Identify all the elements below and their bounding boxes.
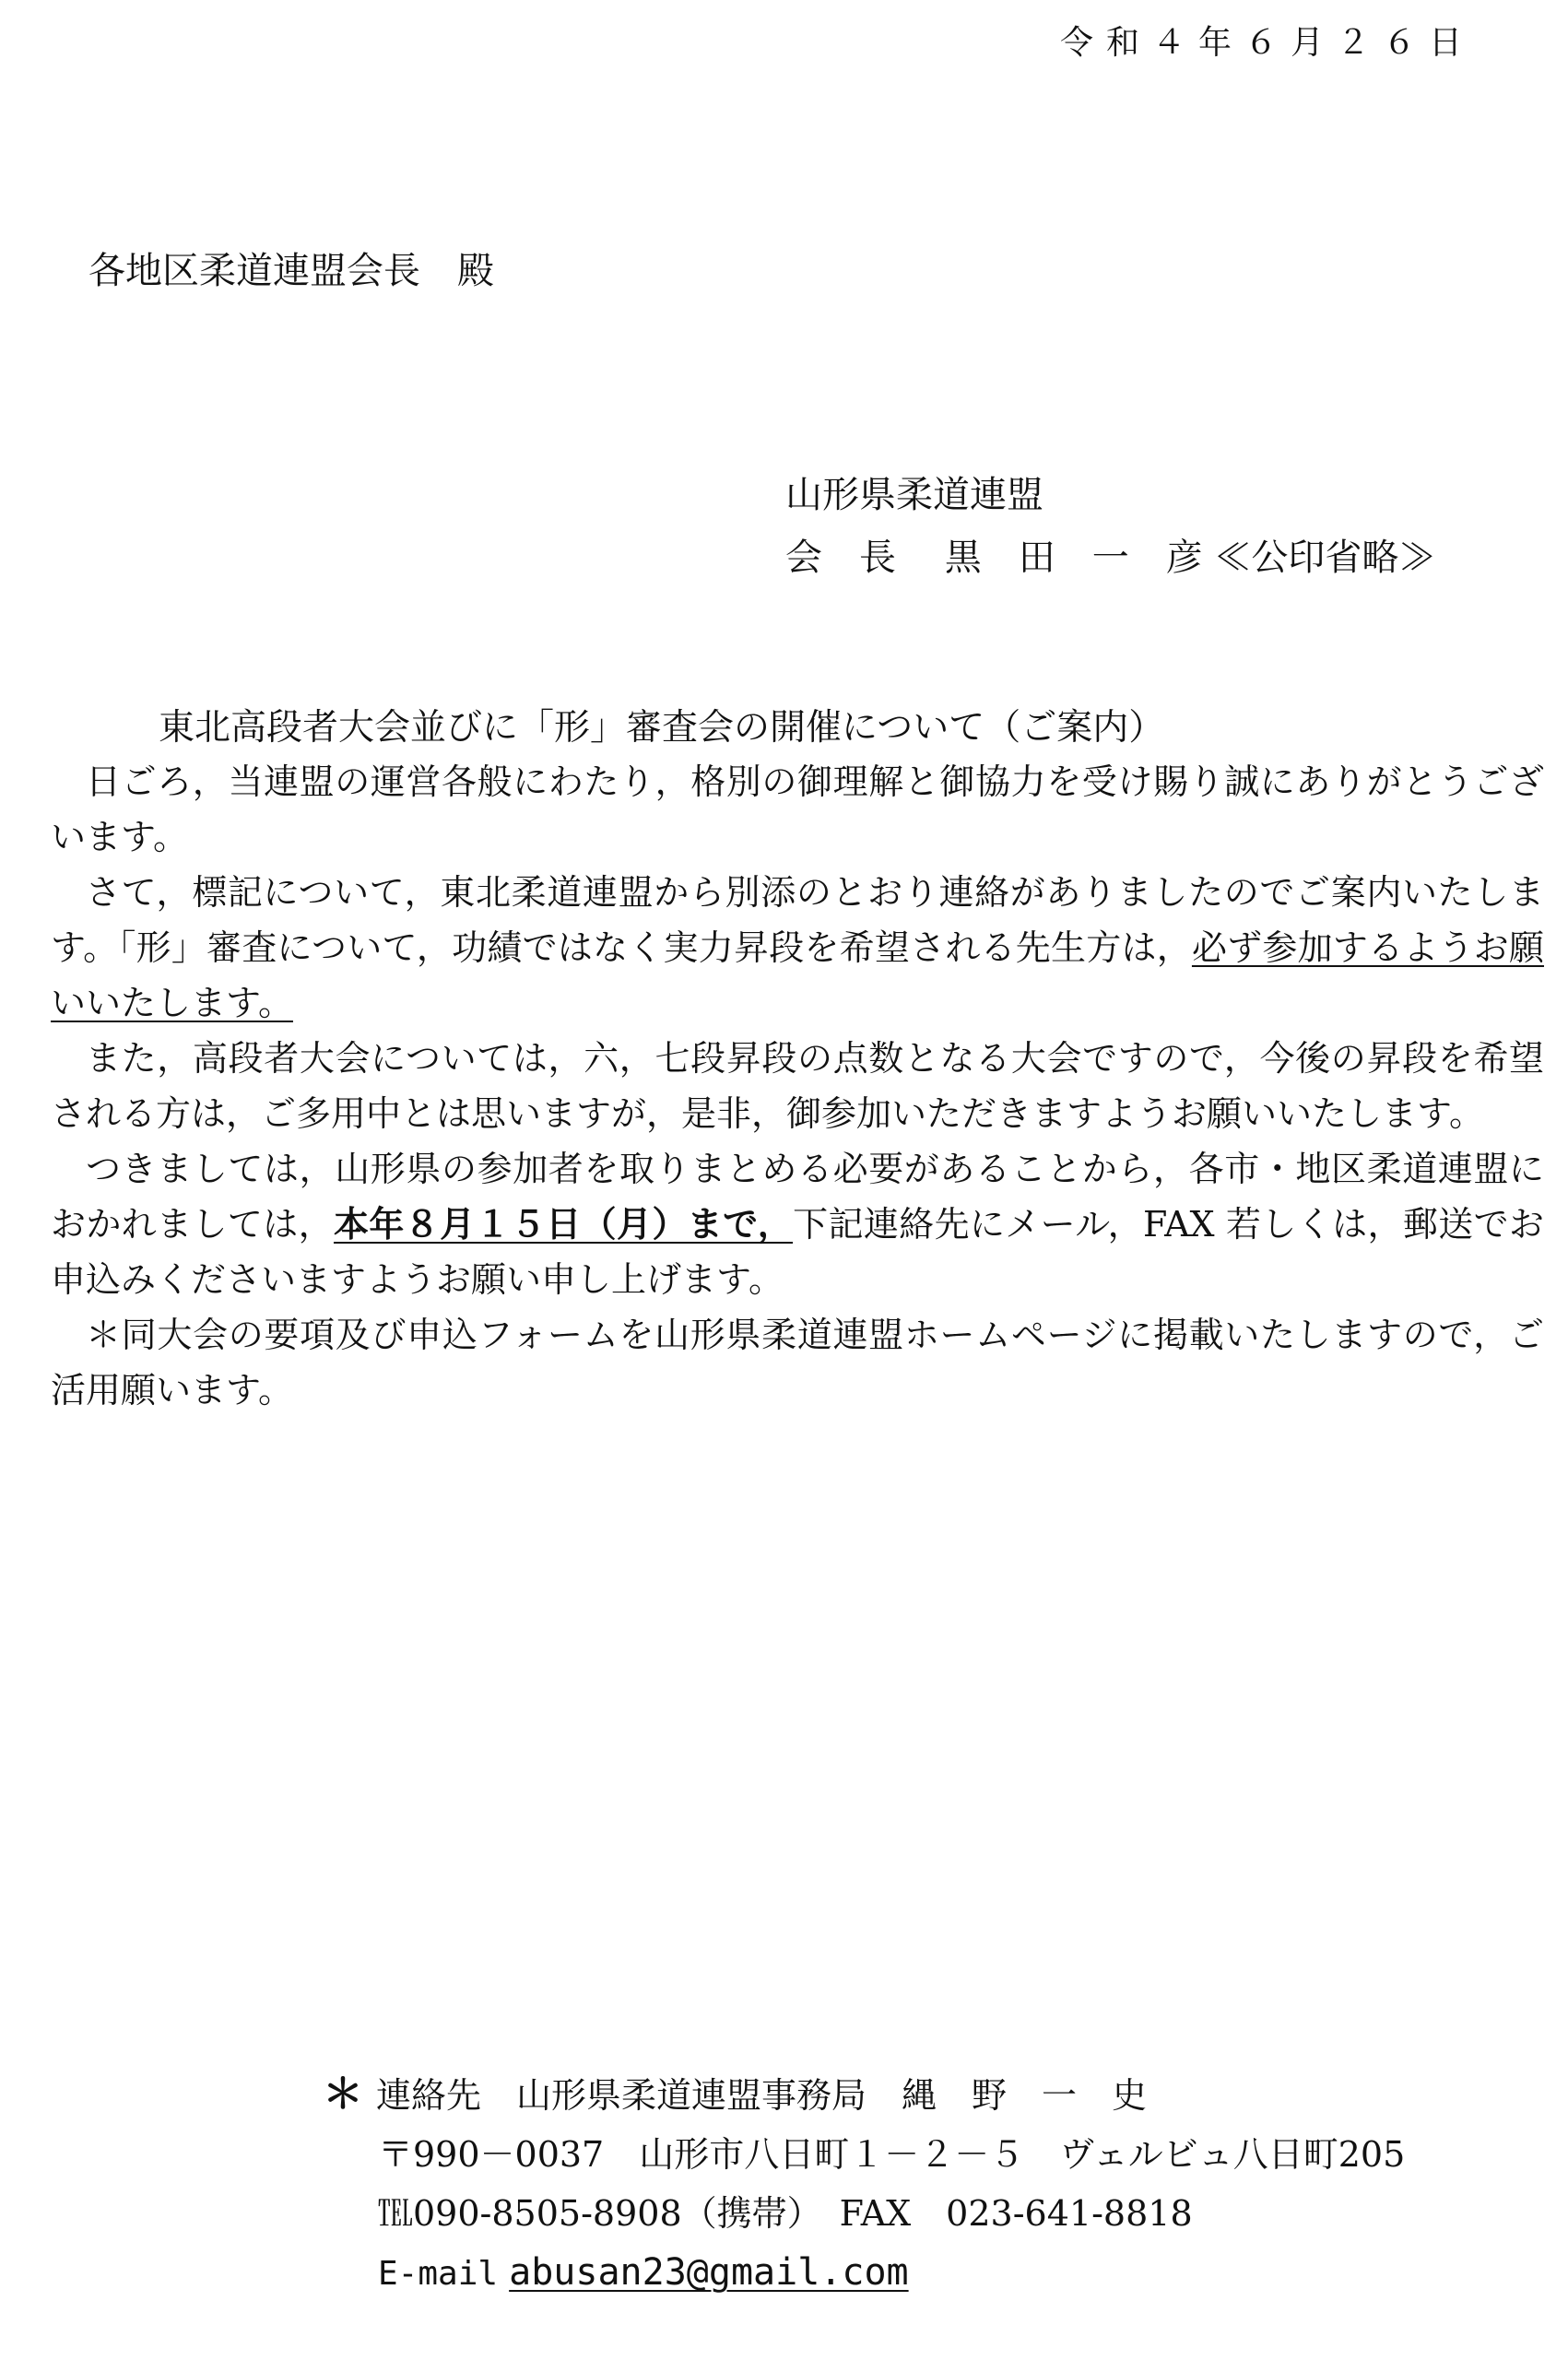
paragraph-greeting: 日ごろ，当連盟の運営各般にわたり，格別の御理解と御協力を受け賜り誠にありがとうございます。 bbox=[51, 761, 1544, 857]
asterisk-icon: ＊ bbox=[323, 2071, 363, 2118]
email-label: E-mail bbox=[378, 2255, 499, 2293]
paragraph-homepage-note: ＊同大会の要項及び申込フォームを山形県柔道連盟ホームページに掲載いたしますので，ご活用願います。 bbox=[51, 1315, 1544, 1410]
paragraph-guidance bbox=[51, 865, 1544, 1031]
contact-header bbox=[323, 2065, 1405, 2125]
addressee: 各地区柔道連盟会長 殿 bbox=[88, 250, 494, 292]
sender-title: 会 長 bbox=[785, 537, 896, 579]
sender-organization: 山形県柔道連盟 bbox=[785, 474, 1043, 516]
contact-address: 〒990－0037 山形市八日町１－２－５ ヴェルビュ八日町205 bbox=[378, 2134, 1406, 2175]
paragraph-tournament: また，高段者大会については，六，七段昇段の点数となる大会ですので，今後の昇段を希望される方は，ご多用中とは思いますが，是非，御参加いただきますようお願いいたします。 bbox=[51, 1038, 1544, 1134]
application-deadline: 本年８月１５日（月）まで， bbox=[333, 1203, 794, 1245]
contact-block bbox=[323, 2065, 1405, 2304]
paragraph-guidance-text: さて，標記について，東北柔道連盟から別添のとおり連絡がありましたのでご案内いたします。「形」審査について，功績ではなく実力昇段を希望される先生方は， bbox=[51, 872, 1544, 968]
sender-signature-line bbox=[785, 528, 1435, 581]
paragraph-application-method: 下記連絡先にメール，FAX 若しくは，郵送でお申込みくださいますようお願い申し上げます。 bbox=[51, 1204, 1544, 1300]
contact-phone-fax: ℡090‐8505‐8908（携帯） FAX 023‐641‐8818 bbox=[378, 2193, 1193, 2234]
seal-note: ≪公印省略≫ bbox=[1214, 537, 1436, 579]
paragraph-application-text: つきましては，山形県の参加者を取りまとめる必要があることから，各市・地区柔道連盟におかれましては， bbox=[51, 1149, 1544, 1245]
paragraph-application bbox=[51, 1141, 1544, 1307]
contact-label: 連絡先 山形県柔道連盟事務局 縄 野 一 史 bbox=[376, 2075, 1148, 2116]
letter-subject: 東北高段者大会並びに「形」審査会の開催について（ご案内） bbox=[159, 707, 1165, 749]
email-link[interactable]: abusan23@gmail.com bbox=[509, 2251, 909, 2294]
letter-date: 令和４年６月２６日 bbox=[1060, 24, 1476, 62]
letter-body bbox=[51, 754, 1544, 1418]
contact-email-row bbox=[323, 2243, 1405, 2304]
required-participation-note: 必ず参加するようお願いいたします。 bbox=[51, 927, 1544, 1023]
sender-name: 黒 田 一 彦 bbox=[944, 537, 1203, 579]
